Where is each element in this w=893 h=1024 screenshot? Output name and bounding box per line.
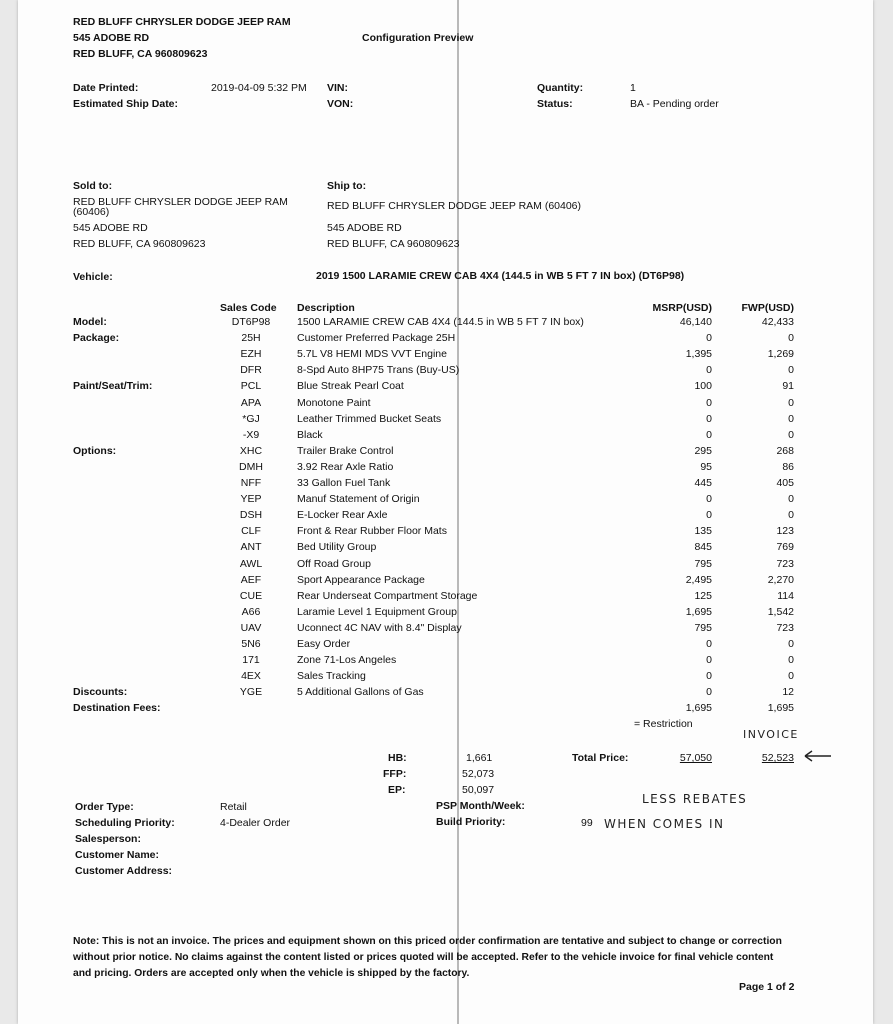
line-description: Zone 71-Los Angeles bbox=[297, 654, 397, 667]
line-description: Easy Order bbox=[297, 638, 351, 650]
line-code: AWL bbox=[239, 557, 263, 570]
line-fwp: 0 bbox=[788, 670, 794, 683]
line-description: Uconnect 4C NAV with 8.4" Display bbox=[297, 621, 462, 634]
table-row bbox=[0, 332, 893, 348]
line-fwp: 1,542 bbox=[767, 605, 794, 618]
ship-to-line3: RED BLUFF, CA 960809623 bbox=[327, 238, 460, 250]
line-code: DFR bbox=[240, 364, 262, 377]
line-code: A66 bbox=[241, 605, 261, 618]
line-section: Destination Fees: bbox=[73, 702, 161, 715]
line-description: Black bbox=[297, 428, 323, 441]
line-code: CLF bbox=[241, 525, 261, 538]
line-description: 33 Gallon Fuel Tank bbox=[297, 477, 391, 489]
quantity-label: Quantity: bbox=[537, 82, 584, 94]
line-section: Model: bbox=[73, 316, 107, 328]
scheduling-priority-value: 4-Dealer Order bbox=[220, 817, 291, 829]
line-msrp: 1,695 bbox=[685, 605, 712, 618]
table-row bbox=[0, 686, 893, 702]
line-fwp: 0 bbox=[788, 654, 794, 667]
table-row bbox=[0, 316, 893, 332]
handwritten-less-rebates: LESS REBATES bbox=[642, 792, 748, 806]
line-code: DMH bbox=[239, 460, 263, 473]
line-code: AEF bbox=[240, 573, 262, 586]
line-code: APA bbox=[240, 396, 262, 409]
line-code: DT6P98 bbox=[231, 316, 271, 328]
line-msrp: 795 bbox=[694, 621, 712, 634]
table-row bbox=[0, 574, 893, 590]
column-msrp: MSRP(USD) bbox=[652, 302, 712, 314]
line-description: Bed Utility Group bbox=[297, 541, 377, 554]
status-label: Status: bbox=[537, 98, 573, 110]
table-row bbox=[0, 461, 893, 477]
line-code: 171 bbox=[242, 654, 260, 667]
table-row bbox=[0, 541, 893, 557]
line-code: DSH bbox=[239, 509, 263, 522]
line-description: 8-Spd Auto 8HP75 Trans (Buy-US) bbox=[297, 364, 460, 377]
line-fwp: 1,695 bbox=[767, 702, 794, 715]
line-msrp: 100 bbox=[694, 380, 712, 393]
line-code: XHC bbox=[239, 444, 263, 457]
line-msrp: 0 bbox=[706, 654, 712, 667]
ep-label: EP: bbox=[388, 784, 406, 796]
line-msrp: 125 bbox=[694, 589, 712, 602]
line-code: 5N6 bbox=[241, 638, 261, 650]
table-row bbox=[0, 380, 893, 396]
line-section: Discounts: bbox=[73, 686, 128, 699]
customer-address-label: Customer Address: bbox=[75, 865, 173, 877]
line-description: Sport Appearance Package bbox=[297, 573, 425, 586]
status-value: BA - Pending order bbox=[630, 98, 719, 110]
table-row bbox=[0, 477, 893, 493]
ffp-label: FFP: bbox=[383, 768, 407, 780]
handwritten-invoice: INVOICE bbox=[743, 728, 799, 741]
line-fwp: 0 bbox=[788, 493, 794, 506]
line-fwp: 42,433 bbox=[761, 316, 794, 328]
ship-date-label: Estimated Ship Date: bbox=[73, 98, 179, 110]
table-row bbox=[0, 558, 893, 574]
table-row bbox=[0, 364, 893, 380]
line-description: Off Road Group bbox=[297, 557, 371, 570]
total-fwp: 52,523 bbox=[761, 752, 794, 764]
line-description: Manuf Statement of Origin bbox=[297, 493, 420, 506]
restriction-legend: = Restriction bbox=[634, 718, 693, 730]
handwritten-arrow-icon bbox=[803, 749, 833, 763]
line-msrp: 0 bbox=[706, 396, 712, 409]
customer-name-label: Customer Name: bbox=[75, 849, 160, 861]
table-row bbox=[0, 445, 893, 461]
table-row bbox=[0, 590, 893, 606]
table-row bbox=[0, 654, 893, 670]
page-number: Page 1 of 2 bbox=[739, 981, 795, 993]
document-title: Configuration Preview bbox=[362, 32, 474, 44]
line-description: Front & Rear Rubber Floor Mats bbox=[297, 525, 447, 538]
order-type-value: Retail bbox=[220, 801, 247, 813]
scheduling-priority-label: Scheduling Priority: bbox=[75, 817, 175, 829]
line-fwp: 0 bbox=[788, 364, 794, 377]
table-row bbox=[0, 413, 893, 429]
line-fwp: 0 bbox=[788, 638, 794, 650]
total-price-label: Total Price: bbox=[572, 752, 629, 764]
vehicle-label: Vehicle: bbox=[73, 271, 113, 283]
line-code: EZH bbox=[240, 348, 262, 361]
ffp-value: 52,073 bbox=[462, 768, 495, 780]
line-msrp: 95 bbox=[700, 460, 712, 473]
line-msrp: 1,395 bbox=[685, 348, 712, 361]
line-fwp: 2,270 bbox=[767, 573, 794, 586]
line-description: Customer Preferred Package 25H bbox=[297, 332, 456, 345]
dealer-city: RED BLUFF, CA 960809623 bbox=[73, 48, 208, 60]
line-msrp: 445 bbox=[694, 477, 712, 489]
line-msrp: 295 bbox=[694, 444, 712, 457]
line-fwp: 405 bbox=[776, 477, 794, 489]
ship-to-line1: RED BLUFF CHRYSLER DODGE JEEP RAM (60406) bbox=[327, 200, 582, 212]
line-msrp: 0 bbox=[706, 364, 712, 377]
sold-to-line3: 545 ADOBE RD bbox=[73, 222, 148, 234]
line-section: Paint/Seat/Trim: bbox=[73, 380, 153, 393]
line-fwp: 0 bbox=[788, 509, 794, 522]
line-code: PCL bbox=[240, 380, 262, 393]
line-code: YEP bbox=[240, 493, 262, 506]
line-code: *GJ bbox=[242, 412, 260, 425]
vin-label: VIN: bbox=[327, 82, 348, 94]
line-code: CUE bbox=[239, 589, 263, 602]
line-section: Package: bbox=[73, 332, 120, 345]
line-fwp: 1,269 bbox=[767, 348, 794, 361]
line-fwp: 769 bbox=[776, 541, 794, 554]
line-description: Sales Tracking bbox=[297, 670, 366, 683]
line-description: 3.92 Rear Axle Ratio bbox=[297, 460, 394, 473]
line-msrp: 46,140 bbox=[679, 316, 712, 328]
line-msrp: 0 bbox=[706, 686, 712, 699]
table-row bbox=[0, 525, 893, 541]
line-msrp: 0 bbox=[706, 493, 712, 506]
line-msrp: 845 bbox=[694, 541, 712, 554]
quantity-value: 1 bbox=[630, 82, 636, 94]
line-fwp: 723 bbox=[776, 557, 794, 570]
line-fwp: 0 bbox=[788, 332, 794, 345]
line-msrp: 0 bbox=[706, 332, 712, 345]
line-msrp: 0 bbox=[706, 509, 712, 522]
line-code: NFF bbox=[240, 477, 262, 489]
line-fwp: 12 bbox=[782, 686, 794, 699]
table-row bbox=[0, 348, 893, 364]
line-code: ANT bbox=[240, 541, 262, 554]
line-code: YGE bbox=[239, 686, 263, 699]
line-msrp: 0 bbox=[706, 638, 712, 650]
line-fwp: 91 bbox=[782, 380, 794, 393]
handwritten-when-comes-in: WHEN COMES IN bbox=[604, 817, 725, 831]
table-row bbox=[0, 638, 893, 654]
table-row bbox=[0, 622, 893, 638]
line-code: UAV bbox=[240, 621, 262, 634]
table-row bbox=[0, 429, 893, 445]
column-sales-code: Sales Code bbox=[220, 302, 277, 314]
dealer-name: RED BLUFF CHRYSLER DODGE JEEP RAM bbox=[73, 16, 291, 28]
line-msrp: 1,695 bbox=[685, 702, 712, 715]
sold-to-line4: RED BLUFF, CA 960809623 bbox=[73, 238, 206, 250]
table-row bbox=[0, 670, 893, 686]
hb-label: HB: bbox=[388, 752, 407, 764]
build-priority-label: Build Priority: bbox=[436, 816, 506, 828]
line-fwp: 0 bbox=[788, 412, 794, 425]
date-printed-label: Date Printed: bbox=[73, 82, 139, 94]
salesperson-label: Salesperson: bbox=[75, 833, 141, 845]
ep-value: 50,097 bbox=[462, 784, 495, 796]
vehicle-value: 2019 1500 LARAMIE CREW CAB 4X4 (144.5 in WB 5 FT 7 IN box) (DT6P98) bbox=[316, 270, 685, 282]
table-row bbox=[0, 397, 893, 413]
line-fwp: 123 bbox=[776, 525, 794, 538]
line-fwp: 723 bbox=[776, 621, 794, 634]
line-section: Options: bbox=[73, 444, 117, 457]
ship-to-label: Ship to: bbox=[327, 180, 367, 192]
table-row bbox=[0, 493, 893, 509]
line-code: 25H bbox=[241, 332, 261, 345]
table-row bbox=[0, 606, 893, 622]
table-row bbox=[0, 702, 893, 718]
column-fwp: FWP(USD) bbox=[741, 302, 794, 314]
dealer-address: 545 ADOBE RD bbox=[73, 32, 150, 44]
line-fwp: 0 bbox=[788, 428, 794, 441]
line-description: Monotone Paint bbox=[297, 396, 371, 409]
sold-to-line1: RED BLUFF CHRYSLER DODGE JEEP RAM bbox=[73, 196, 288, 208]
line-description: 1500 LARAMIE CREW CAB 4X4 (144.5 in WB 5 FT 7 IN box) bbox=[297, 316, 584, 328]
hb-value: 1,661 bbox=[466, 752, 493, 764]
line-msrp: 0 bbox=[706, 412, 712, 425]
date-printed-value: 2019-04-09 5:32 PM bbox=[211, 82, 307, 94]
line-description: 5 Additional Gallons of Gas bbox=[297, 686, 424, 699]
sold-to-label: Sold to: bbox=[73, 180, 113, 192]
line-fwp: 0 bbox=[788, 396, 794, 409]
disclaimer-note: Note: This is not an invoice. The prices and equipment shown on this priced order confirmation are tentative and subject to change or correction without prior notice. No claims against the content listed or prices quoted will be accepted. Refer to the vehicle invoice for final vehicle content and pricing. Orders are accepted only when the vehicle is shipped by the factory. bbox=[73, 936, 782, 979]
line-description: 5.7L V8 HEMI MDS VVT Engine bbox=[297, 348, 447, 361]
line-description: Trailer Brake Control bbox=[297, 444, 394, 457]
table-row bbox=[0, 509, 893, 525]
von-label: VON: bbox=[327, 98, 354, 110]
order-type-label: Order Type: bbox=[75, 801, 134, 813]
sold-to-line2: (60406) bbox=[73, 206, 110, 218]
line-description: Laramie Level 1 Equipment Group bbox=[297, 605, 457, 618]
line-code: -X9 bbox=[242, 428, 260, 441]
line-code: 4EX bbox=[241, 670, 261, 683]
line-fwp: 114 bbox=[777, 589, 794, 602]
line-description: E-Locker Rear Axle bbox=[297, 509, 388, 522]
line-fwp: 86 bbox=[782, 460, 794, 473]
line-description: Rear Underseat Compartment Storage bbox=[297, 589, 478, 602]
ship-to-line2: 545 ADOBE RD bbox=[327, 222, 402, 234]
line-msrp: 0 bbox=[706, 428, 712, 441]
build-priority-value: 99 bbox=[581, 817, 593, 829]
line-fwp: 268 bbox=[776, 444, 794, 457]
line-msrp: 795 bbox=[694, 557, 712, 570]
line-msrp: 0 bbox=[706, 670, 712, 683]
total-msrp: 57,050 bbox=[679, 752, 712, 764]
line-msrp: 2,495 bbox=[685, 573, 712, 586]
line-description: Blue Streak Pearl Coat bbox=[297, 380, 404, 393]
line-msrp: 135 bbox=[694, 525, 712, 538]
psp-month-week-label: PSP Month/Week: bbox=[436, 800, 525, 812]
line-description: Leather Trimmed Bucket Seats bbox=[297, 412, 442, 425]
column-description: Description bbox=[297, 302, 355, 314]
